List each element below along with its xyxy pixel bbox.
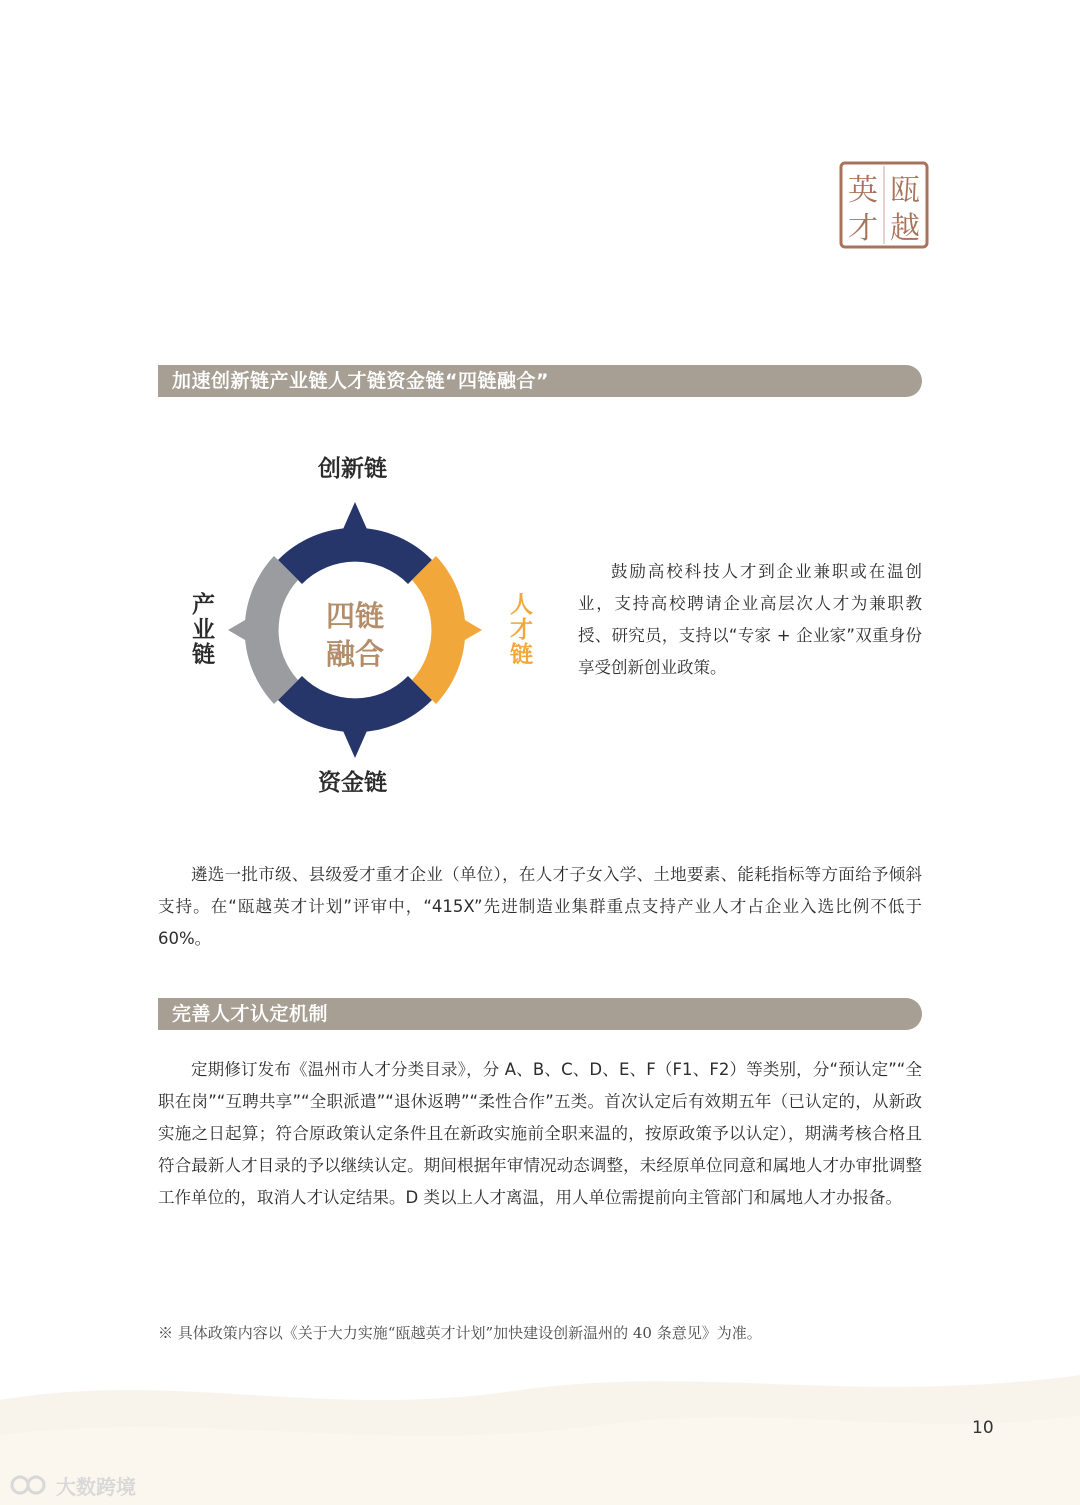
arrow-up-icon [340, 502, 370, 536]
arrow-left-icon [228, 616, 252, 644]
chain-segment-capital [278, 676, 432, 732]
seal-logo [838, 160, 930, 250]
arrow-right-icon [458, 616, 482, 644]
section-title-bar [158, 365, 922, 397]
watermark-text: 大数跨境 [56, 1474, 136, 1499]
arrow-down-icon [340, 724, 370, 758]
four-chain-diagram [180, 440, 550, 820]
center-text-line2: 融合 [325, 637, 385, 671]
page-number: 10 [972, 1418, 994, 1438]
chain-segment-talent [412, 556, 465, 704]
watermark-logo-icon [10, 1472, 50, 1498]
decorative-waves [0, 1360, 1080, 1505]
chain-segment-innovation [278, 528, 432, 584]
label-talent-chain: 人才链 [506, 592, 532, 667]
talent-certification-paragraph: 定期修订发布《温州市人才分类目录》，分 A、B、C、D、E、F（F1、F2）等类别，分“预认定”“全职在岗”“互聘共享”“全职派遣”“退休返聘”“柔性合作”五类。首次认定后有效期五年（已认定的，从新政实施之日起算；符合原政策认定条件且在新政实施前全职来温的，按原政策予以认定），期满考核合格且符合最新人才目录的予以继续认定。期间根据年审情况动态调整，未经原单位同意和属地人才办审批调整工作单位的，取消人才认定结果。D 类以上人才离温，用人单位需提前向主管部门和属地人才办报备。 [158, 1060, 922, 1207]
footnote: ※ 具体政策内容以《关于大力实施“瓯越英才计划”加快建设创新温州的 40 条意见》为准。 [158, 1324, 762, 1342]
svg-text:才: 才 [848, 211, 878, 246]
chain-segment-industry [245, 556, 298, 704]
section-title-bar [158, 998, 922, 1030]
section-title: 加速创新链产业链人才链资金链“四链融合” [172, 370, 549, 392]
enterprise-support-paragraph: 遴选一批市级、县级爱才重才企业（单位），在人才子女入学、土地要素、能耗指标等方面给予倾斜支持。在“瓯越英才计划”评审中，“415X”先进制造业集群重点支持产业人才占企业入选比例不低于 60%。 [158, 865, 922, 948]
svg-text:英: 英 [848, 173, 878, 208]
talent-chain-paragraph: 鼓励高校科技人才到企业兼职或在温创业，支持高校聘请企业高层次人才为兼职教授、研究员，支持以“专家 + 企业家”双重身份享受创新创业政策。 [578, 562, 922, 677]
section-title: 完善人才认定机制 [172, 1003, 329, 1025]
label-capital-chain: 资金链 [318, 770, 387, 796]
svg-text:越: 越 [890, 211, 920, 246]
center-text-line1: 四链 [325, 599, 385, 633]
label-innovation-chain: 创新链 [318, 456, 387, 482]
label-industry-chain: 产业链 [188, 592, 214, 667]
svg-text:瓯: 瓯 [890, 173, 920, 208]
watermark [10, 1470, 136, 1500]
